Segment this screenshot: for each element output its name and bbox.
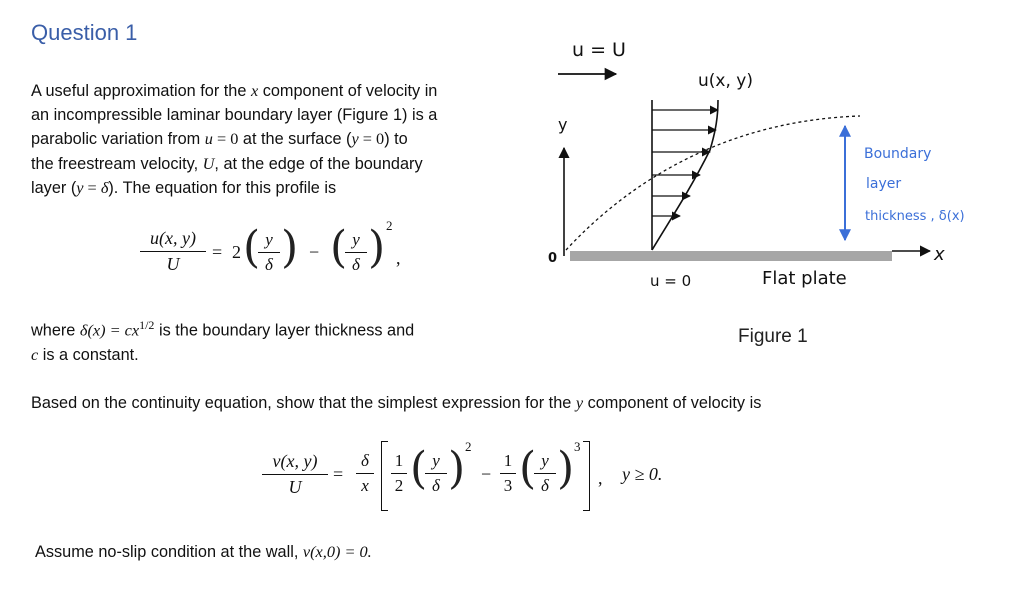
v-lhs-fraction: v(x, y) U [262,451,328,498]
intro-line-4: the freestream velocity, U, at the edge of the boundary [31,153,423,173]
origin-label: 0 [548,251,558,266]
profile-coef: 2 [232,242,241,262]
y-axis-label: y [558,115,568,134]
v-paren-open-2: ( [519,443,537,494]
intro-line-2: an incompressible laminar boundary layer (Figure 1) is a [31,105,438,124]
v-equals: = [333,464,344,484]
intro-line-3: parabolic variation from u = 0 at the surface (y = 0) to [31,129,408,148]
bl-label-line-1: Boundary [864,146,932,162]
task-sentence: Based on the continuity equation, show that the simplest expression for the y component of velocity is [31,393,762,412]
v-paren-close-2: ) [557,443,575,494]
v-half: 1 2 [391,451,407,496]
where-paragraph [31,314,531,367]
v-ratio-1: y δ [425,451,447,496]
v-paren-open-1: ( [410,443,428,494]
where-line-1: where $\delta(x) = cx^{1/2}$ is the boundary layer thickness and [31,318,415,340]
where-line-2: c is a constant. [31,344,139,364]
profile-exponent: 2 [386,218,393,233]
freestream-label: u = U [572,39,626,61]
intro-line-5: layer (y = δ). The equation for this profile is [31,178,337,197]
flat-plate [570,251,892,261]
profile-minus: − [309,242,320,262]
v-prefactor: δ x [356,451,374,496]
profile-lhs-fraction: u(x, y) U [140,228,206,275]
v-exp3: 3 [574,439,581,454]
plate-label: Flat plate [762,268,847,289]
bracket-open [381,441,388,511]
v-ratio-2: y δ [534,451,556,496]
profile-comma: , [396,248,401,268]
v-third: 1 3 [500,451,516,496]
bl-label-line-3: thickness , δ(x) [865,209,965,224]
profile-equals: = [212,242,223,262]
profile-ratio-1: y δ [258,230,280,275]
velocity-arrows [652,110,718,216]
profile-ratio-2: y δ [345,230,367,275]
paren-close-1: ) [281,222,299,273]
bl-label-line-2: layer [866,176,902,192]
boundary-layer-figure [520,30,1020,320]
bracket-close [583,441,590,511]
question-title: Question 1 [31,20,138,45]
v-exp2: 2 [465,439,472,454]
v-paren-close-1: ) [448,443,466,494]
v-comma: , [598,468,603,488]
x-axis-label: x [934,244,945,265]
paren-close-2: ) [368,222,386,273]
intro-paragraph [31,79,511,201]
v-minus: − [481,464,492,484]
paren-open-2: ( [330,222,348,273]
wall-label: u = 0 [650,272,692,290]
assume-sentence: Assume no-slip condition at the wall, v(x,0) = 0. [35,542,372,561]
paren-open-1: ( [243,222,261,273]
figure-caption: Figure 1 [738,326,808,347]
v-condition: y ≥ 0. [622,464,663,484]
intro-line-1: A useful approximation for the x component of velocity in [31,81,438,100]
profile-label: u(x, y) [698,71,753,91]
